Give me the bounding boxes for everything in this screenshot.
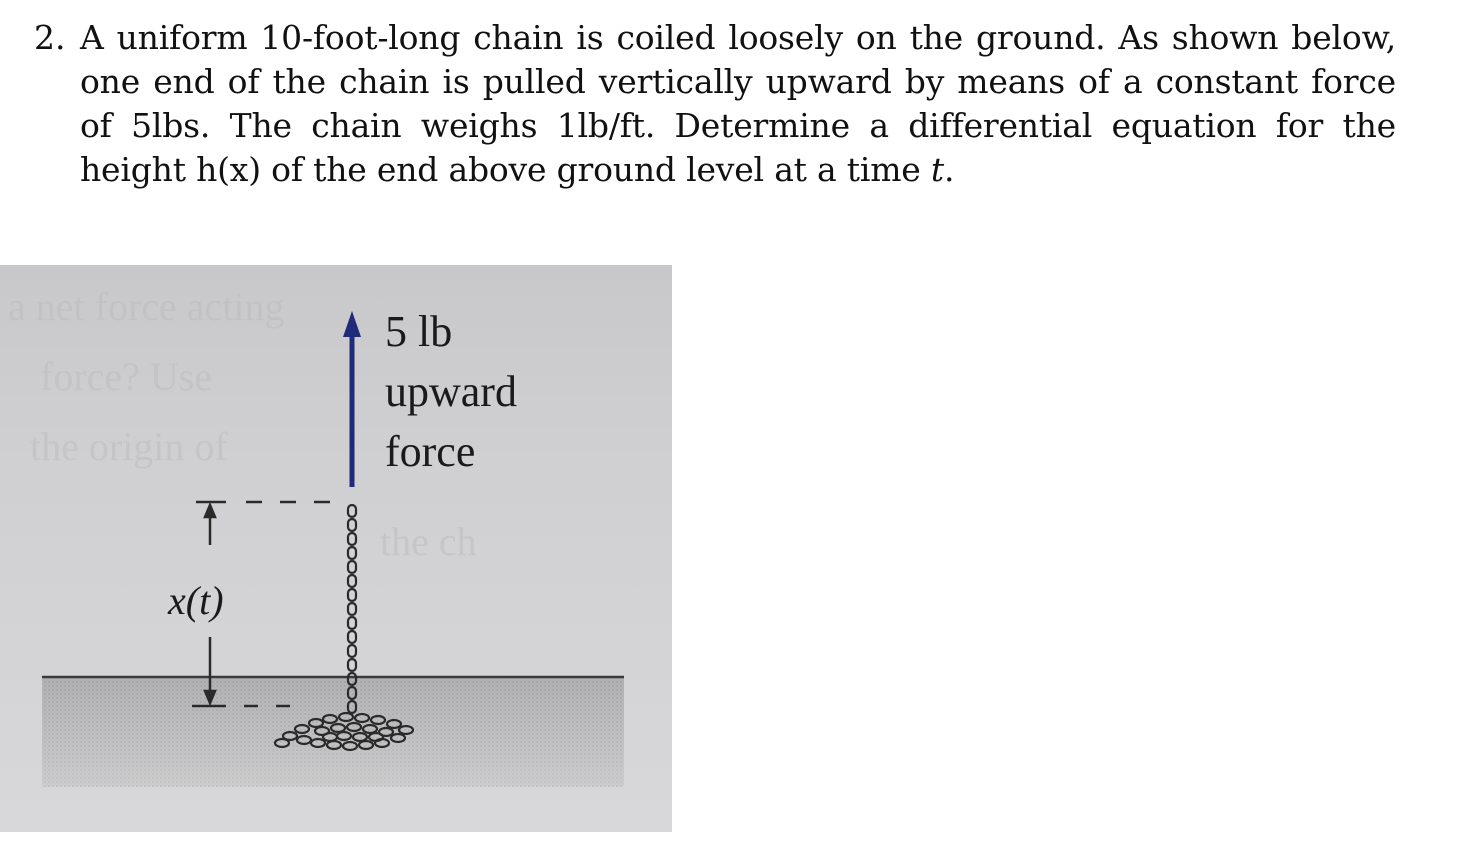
svg-text:the origin of: the origin of [30, 424, 228, 469]
svg-text:force? Use: force? Use [40, 354, 213, 399]
problem-text-variable: t [930, 150, 944, 189]
problem-text [80, 16, 1396, 192]
force-label-line-3: force [385, 427, 476, 476]
problem-text-main: A uniform 10-foot-long chain is coiled loosely on the ground. As shown below, one end of the chain is pulled vertically upward by means of a constant force of 5lbs. The chain weighs 1lb/ft. Determine a differential equation for the height h(x) of the end above ground level at a time [80, 18, 1396, 189]
force-label-line-1: 5 lb [385, 307, 453, 356]
chain-diagram [0, 265, 672, 832]
svg-text:the ch: the ch [380, 519, 477, 564]
problem-number: 2. [34, 18, 66, 57]
svg-text:a net force acting: a net force acting [8, 284, 285, 329]
chain-figure [0, 265, 672, 832]
upward-force-arrow [343, 311, 361, 487]
force-label-line-2: upward [385, 367, 517, 416]
problem-text-end: . [943, 150, 955, 189]
height-label: x(t) [168, 578, 224, 623]
